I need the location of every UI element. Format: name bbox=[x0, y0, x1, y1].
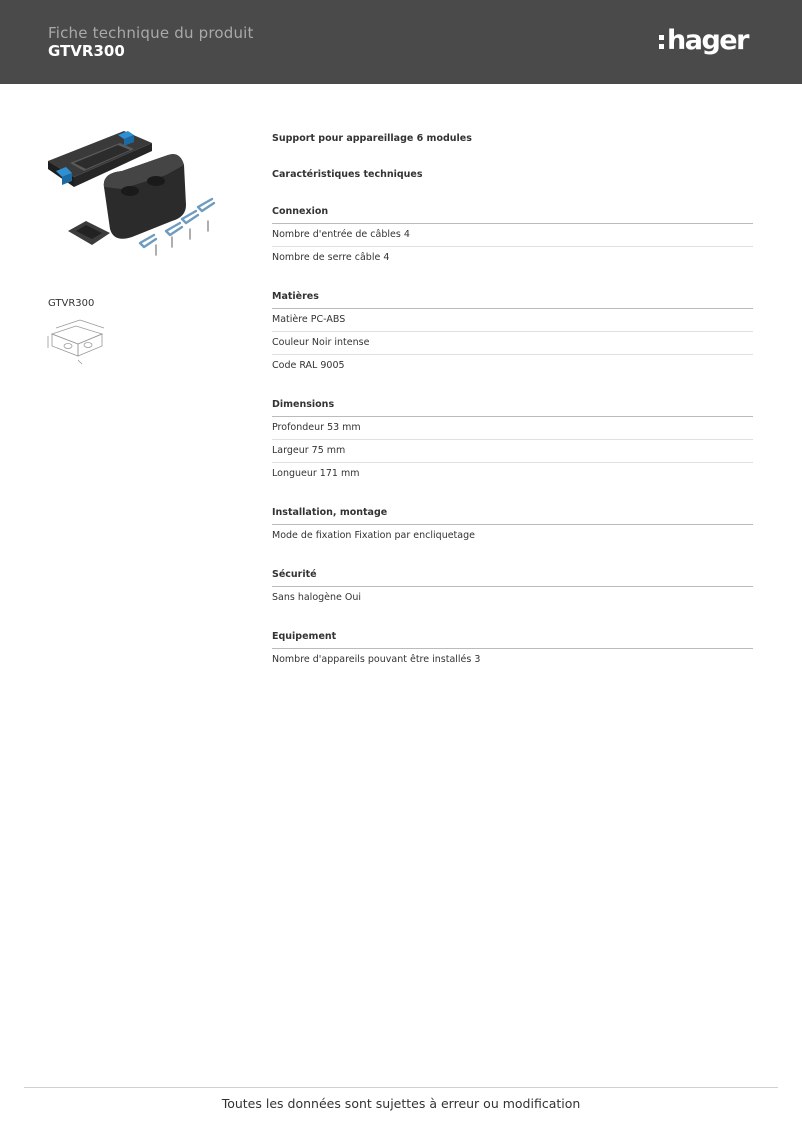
spec-row: Nombre de serre câble 4 bbox=[272, 252, 390, 263]
spec-row: Nombre d'appareils pouvant être installés 3 bbox=[272, 654, 481, 665]
svg-text:hager: hager bbox=[667, 25, 748, 56]
spec-row: Longueur 171 mm bbox=[272, 468, 360, 479]
specifications-panel bbox=[272, 130, 753, 671]
spec-row: Matière PC-ABS bbox=[272, 309, 753, 332]
spec-row: Mode de fixation Fixation par encliquetage bbox=[272, 530, 475, 541]
section-securite bbox=[272, 564, 753, 609]
page-header bbox=[0, 0, 802, 84]
section-title: Matières bbox=[272, 286, 753, 309]
section-title: Installation, montage bbox=[272, 502, 753, 525]
section-dimensions bbox=[272, 394, 753, 485]
product-photo-icon bbox=[44, 125, 224, 260]
section-matieres bbox=[272, 286, 753, 377]
spec-row: Couleur Noir intense bbox=[272, 332, 753, 355]
section-title: Connexion bbox=[272, 201, 753, 224]
product-code: GTVR300 bbox=[48, 42, 125, 60]
footer-disclaimer: Toutes les données sont sujettes à erreur ou modification bbox=[221, 1096, 581, 1111]
section-title: Dimensions bbox=[272, 394, 753, 417]
footer-divider bbox=[24, 1087, 778, 1088]
characteristics-heading: Caractéristiques techniques bbox=[272, 169, 423, 180]
product-title: Support pour appareillage 6 modules bbox=[272, 133, 472, 144]
spec-row: Nombre d'entrée de câbles 4 bbox=[272, 224, 753, 247]
dimension-drawing-icon bbox=[46, 316, 108, 368]
spec-row: Sans halogène Oui bbox=[272, 592, 362, 603]
spec-row: Code RAL 9005 bbox=[272, 360, 345, 371]
spec-row: Largeur 75 mm bbox=[272, 440, 753, 463]
section-installation bbox=[272, 502, 753, 547]
section-title: Sécurité bbox=[272, 564, 753, 587]
section-title: Equipement bbox=[272, 626, 753, 649]
spec-row: Profondeur 53 mm bbox=[272, 417, 753, 440]
hager-logo bbox=[656, 22, 756, 62]
product-reference: GTVR300 bbox=[48, 298, 95, 309]
document-subtitle: Fiche technique du produit bbox=[48, 24, 254, 42]
section-equipement bbox=[272, 626, 753, 671]
section-connexion bbox=[272, 201, 753, 269]
